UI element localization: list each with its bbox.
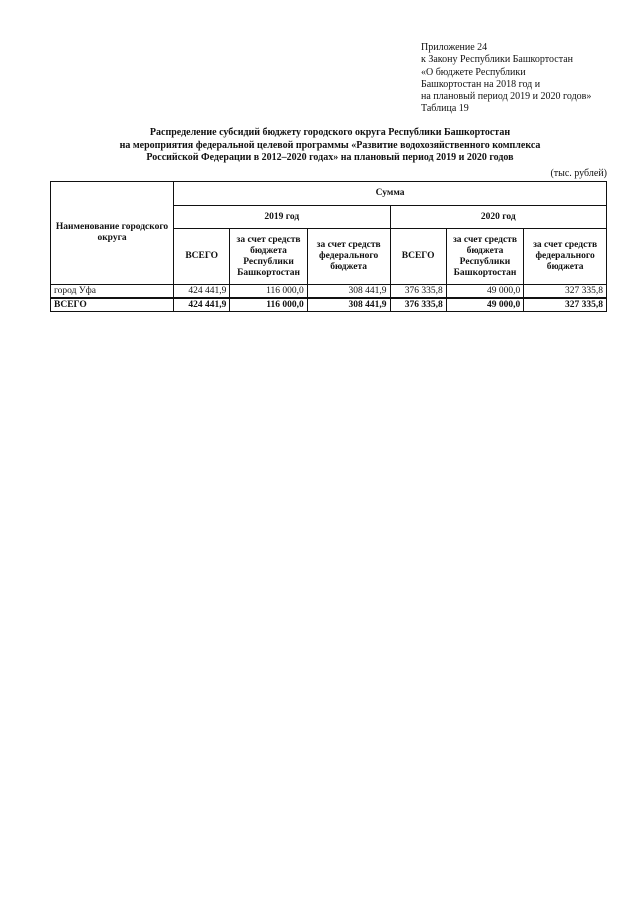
- total-col-header-2020: ВСЕГО: [390, 229, 446, 285]
- sum-header: Сумма: [174, 182, 607, 206]
- cell-2019-federal: 308 441,9: [307, 285, 390, 299]
- appendix-block: [421, 42, 591, 116]
- appendix-line: к Закону Республики Башкортостан: [421, 54, 573, 66]
- units-label: (тыс. рублей): [550, 168, 607, 179]
- total-2020-republic: 49 000,0: [446, 298, 523, 312]
- cell-2020-total: 376 335,8: [390, 285, 446, 299]
- cell-2019-republic: 116 000,0: [230, 285, 307, 299]
- appendix-line: Приложение 24: [421, 42, 488, 53]
- appendix-line: на плановый период 2019 и 2020 годов»: [421, 91, 592, 103]
- total-row: [51, 298, 607, 312]
- appendix-line: Таблица 19: [421, 103, 469, 115]
- total-row-name: ВСЕГО: [51, 298, 174, 312]
- table-row: [51, 285, 607, 299]
- year-2019-header: 2019 год: [174, 206, 390, 229]
- year-2020-header: 2020 год: [390, 206, 606, 229]
- total-2019-federal: 308 441,9: [307, 298, 390, 312]
- heading-line: Российской Федерации в 2012–2020 годах» на плановый период 2019 и 2020 годов: [146, 152, 514, 163]
- total-2020-total: 376 335,8: [390, 298, 446, 312]
- cell-2020-republic: 49 000,0: [446, 285, 523, 299]
- appendix-line: «О бюджете Республики: [421, 66, 526, 78]
- document-heading: [60, 127, 600, 165]
- subsidy-table: [50, 181, 607, 312]
- total-2019-total: 424 441,9: [174, 298, 230, 312]
- republic-col-header-2020: за счет средств бюджета Республики Башкортостан: [446, 229, 523, 285]
- heading-line: Распределение субсидий бюджету городского округа Республики Башкортостан: [149, 127, 511, 138]
- appendix-line: Башкортостан на 2018 год и: [421, 78, 541, 90]
- cell-2020-federal: 327 335,8: [524, 285, 607, 299]
- total-col-header-2019: ВСЕГО: [174, 229, 230, 285]
- total-2019-republic: 116 000,0: [230, 298, 307, 312]
- heading-line: на мероприятия федеральной целевой программы «Развитие водохозяйственного комплекса: [119, 139, 541, 151]
- republic-col-header-2019: за счет средств бюджета Республики Башкортостан: [230, 229, 307, 285]
- name-column-header: Наименование городского округа: [51, 182, 174, 285]
- federal-col-header-2020: за счет средств федерального бюджета: [524, 229, 607, 285]
- federal-col-header-2019: за счет средств федерального бюджета: [307, 229, 390, 285]
- cell-2019-total: 424 441,9: [174, 285, 230, 299]
- total-2020-federal: 327 335,8: [524, 298, 607, 312]
- row-name: город Уфа: [51, 285, 174, 299]
